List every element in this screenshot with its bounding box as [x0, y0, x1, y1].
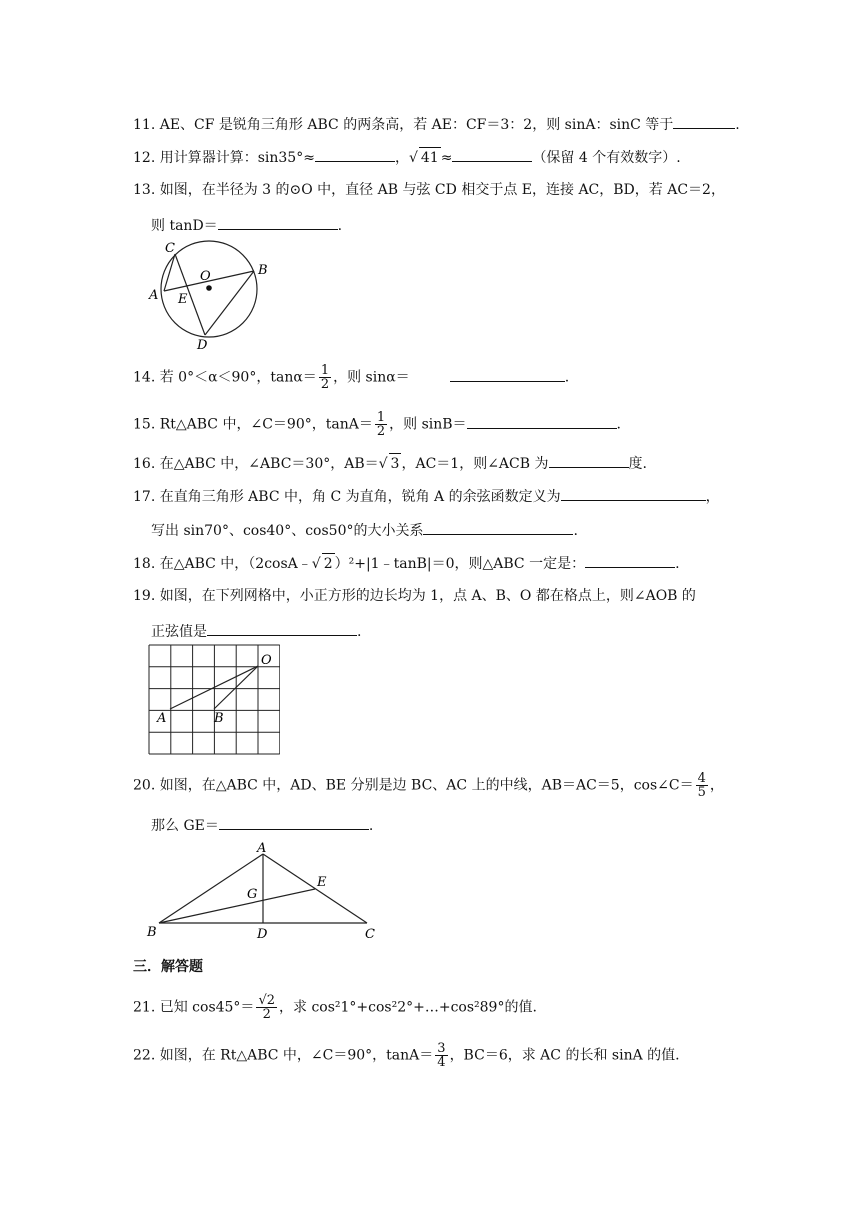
q12-note: （保留 4 个有效数字）.	[532, 150, 681, 166]
q19-number: 19.	[133, 588, 156, 604]
label-b: B	[147, 925, 157, 940]
q20-fraction	[696, 772, 708, 799]
q12-approx: ≈	[440, 150, 453, 166]
q12-number: 12.	[133, 150, 156, 166]
q20-number: 20.	[133, 777, 156, 794]
q18-number: 18.	[133, 556, 156, 572]
label-e: E	[317, 875, 327, 890]
q20-frac-den: 5	[697, 785, 706, 800]
q16-text2: ，AC＝1，则∠ACB 为	[401, 456, 549, 472]
q15-text2: ，则 sinB＝	[389, 416, 467, 433]
q20-text1: 如图，在△ABC 中，AD、BE 分别是边 BC、AC 上的中线，AB＝AC＝5，cos∠C＝	[159, 777, 694, 794]
question-11	[133, 113, 740, 135]
question-18: 18. 在△ABC 中，（2cosA﹣√ 2 ）²+|1﹣tanB|＝0，则△ABC 一定是： .	[133, 552, 680, 574]
q21-text2: ，求 cos²1°+cos²2°+…+cos²89°的值.	[279, 999, 537, 1016]
q19-end: .	[357, 624, 362, 640]
q17-answer-blank-2[interactable]	[423, 519, 573, 535]
q15-end: .	[616, 416, 621, 433]
q18-end: .	[675, 556, 680, 572]
label-d: D	[257, 927, 268, 942]
question-21	[133, 994, 537, 1021]
q14-answer-blank[interactable]	[450, 366, 565, 382]
question-22	[133, 1042, 680, 1069]
label-e: E	[178, 292, 188, 307]
q16-number: 16.	[133, 456, 156, 472]
question-16: 16. 在△ABC 中，∠ABC＝30°，AB＝√ 3 ，AC＝1，则∠ACB 为 度.	[133, 452, 647, 474]
question-13-line2	[151, 214, 342, 236]
label-g: G	[247, 887, 258, 902]
side-ac	[263, 854, 367, 923]
q20-end1: ，	[709, 777, 724, 794]
q18-text1: 在△ABC 中，（2cosA﹣	[159, 556, 312, 572]
q17-number: 17.	[133, 489, 156, 505]
q15-tan: tanA＝	[325, 416, 373, 433]
q20-triangle-figure	[143, 840, 383, 942]
q11-answer-blank[interactable]	[673, 113, 735, 129]
q20-frac-num: 4	[697, 771, 706, 786]
label-c: C	[365, 927, 375, 942]
q17-answer-blank-1[interactable]	[561, 485, 706, 501]
q17-end2: .	[573, 523, 578, 539]
label-a: A	[149, 288, 159, 303]
q21-number: 21.	[133, 999, 156, 1016]
q13-end: .	[337, 218, 343, 234]
q21-fraction	[256, 994, 277, 1021]
q18-root: 2	[322, 553, 335, 574]
label-c: C	[165, 241, 175, 256]
q17-text: 在直角三角形 ABC 中，角 C 为直角，锐角 A 的余弦函数定义为	[159, 489, 561, 505]
q13-circle-figure	[143, 237, 278, 352]
q19-answer-blank[interactable]	[207, 620, 357, 636]
center-dot	[206, 285, 212, 291]
q14-text1: 若 0°＜α＜90°，	[159, 369, 271, 386]
label-a: A	[257, 841, 267, 856]
q11-end: .	[735, 117, 740, 133]
q19-line2-text: 正弦值是	[151, 624, 207, 640]
label-o: O	[261, 653, 272, 668]
q16-root: 3	[389, 453, 402, 474]
question-20-line2	[151, 814, 373, 836]
q21-frac-num: √2	[258, 993, 275, 1008]
q16-end: 度.	[628, 456, 647, 472]
q22-text1: 如图，在 Rt△ABC 中，∠C＝90°，tanA＝	[159, 1047, 434, 1064]
q13-text: 如图，在半径为 3 的⊙O 中，直径 AB 与弦 CD 相交于点 E，连接 AC，BD，若 AC＝2，	[159, 182, 725, 198]
q11-text: AE、CF 是锐角三角形 ABC 的两条高，若 AE：CF＝3：2，则 sinA：sinC 等于	[159, 117, 674, 133]
q22-frac-num: 3	[437, 1041, 446, 1056]
q14-fraction	[319, 364, 331, 391]
question-17-line2	[151, 519, 578, 541]
question-19-line2	[151, 620, 361, 642]
q18-text2: ）²+|1﹣tanB|＝0，则△ABC 一定是：	[334, 556, 586, 572]
section-heading-3: 三．解答题	[133, 959, 203, 975]
segment-ac	[164, 254, 175, 291]
q17-end: ，	[705, 489, 720, 505]
q21-frac-den: 2	[262, 1007, 271, 1022]
q22-number: 22.	[133, 1047, 156, 1064]
question-15	[133, 411, 621, 438]
q16-text1: 在△ABC 中，∠ABC＝30°，AB＝	[159, 456, 379, 472]
q16-answer-blank[interactable]	[549, 452, 629, 468]
q12-answer-blank-1[interactable]	[315, 146, 395, 162]
q15-answer-blank[interactable]	[467, 413, 617, 429]
q14-tan: tanα＝	[270, 369, 317, 386]
q18-answer-blank[interactable]	[585, 552, 675, 568]
q17-line2-text: 写出 sin70°、cos40°、cos50°的大小关系	[151, 523, 424, 539]
q22-fraction	[435, 1042, 447, 1069]
question-20	[133, 772, 724, 799]
question-13	[133, 180, 725, 200]
q15-fraction	[375, 411, 387, 438]
label-d: D	[197, 338, 208, 352]
question-19	[133, 586, 696, 606]
label-o: O	[200, 269, 211, 284]
q20-end2: .	[368, 818, 374, 834]
q12-text: 用计算器计算：sin35°≈	[159, 150, 315, 166]
q14-number: 14.	[133, 369, 156, 386]
q12-root: 41	[419, 147, 441, 168]
q19-text: 如图，在下列网格中，小正方形的边长均为 1，点 A、B、O 都在格点上，则∠AOB 的	[159, 588, 696, 604]
q13-answer-blank[interactable]	[218, 214, 338, 230]
q14-text2: ，则 sinα＝	[333, 369, 410, 386]
median-be	[159, 889, 315, 923]
label-a: A	[157, 711, 167, 726]
q11-number: 11.	[133, 117, 156, 133]
q20-line2-text: 那么 GE＝	[151, 818, 219, 834]
q15-frac-den: 2	[376, 424, 386, 439]
q13-line2-text: 则 tanD＝	[151, 218, 218, 234]
q21-text1: 已知 cos45°＝	[159, 999, 255, 1016]
q12-answer-blank-2[interactable]	[452, 146, 532, 162]
q19-grid-figure	[148, 644, 280, 756]
q20-answer-blank[interactable]	[219, 814, 369, 830]
q22-frac-den: 4	[437, 1055, 446, 1070]
q13-number: 13.	[133, 182, 156, 198]
q15-number: 15.	[133, 416, 156, 433]
q22-text2: ，BC＝6，求 AC 的长和 sinA 的值.	[449, 1047, 680, 1064]
question-14	[133, 364, 569, 391]
q14-end: .	[564, 369, 570, 386]
question-17	[133, 485, 720, 507]
q14-frac-num: 1	[320, 363, 330, 378]
label-b: B	[214, 711, 224, 726]
q14-frac-den: 2	[320, 377, 330, 392]
question-12: 12. 用计算器计算：sin35°≈ ，√ 41 ≈ （保留 4 个有效数字）.	[133, 146, 681, 168]
q12-sep: ，	[394, 150, 409, 166]
q15-frac-num: 1	[376, 410, 386, 425]
q15-text1: Rt△ABC 中，∠C＝90°，	[159, 416, 326, 433]
label-b: B	[258, 263, 268, 278]
